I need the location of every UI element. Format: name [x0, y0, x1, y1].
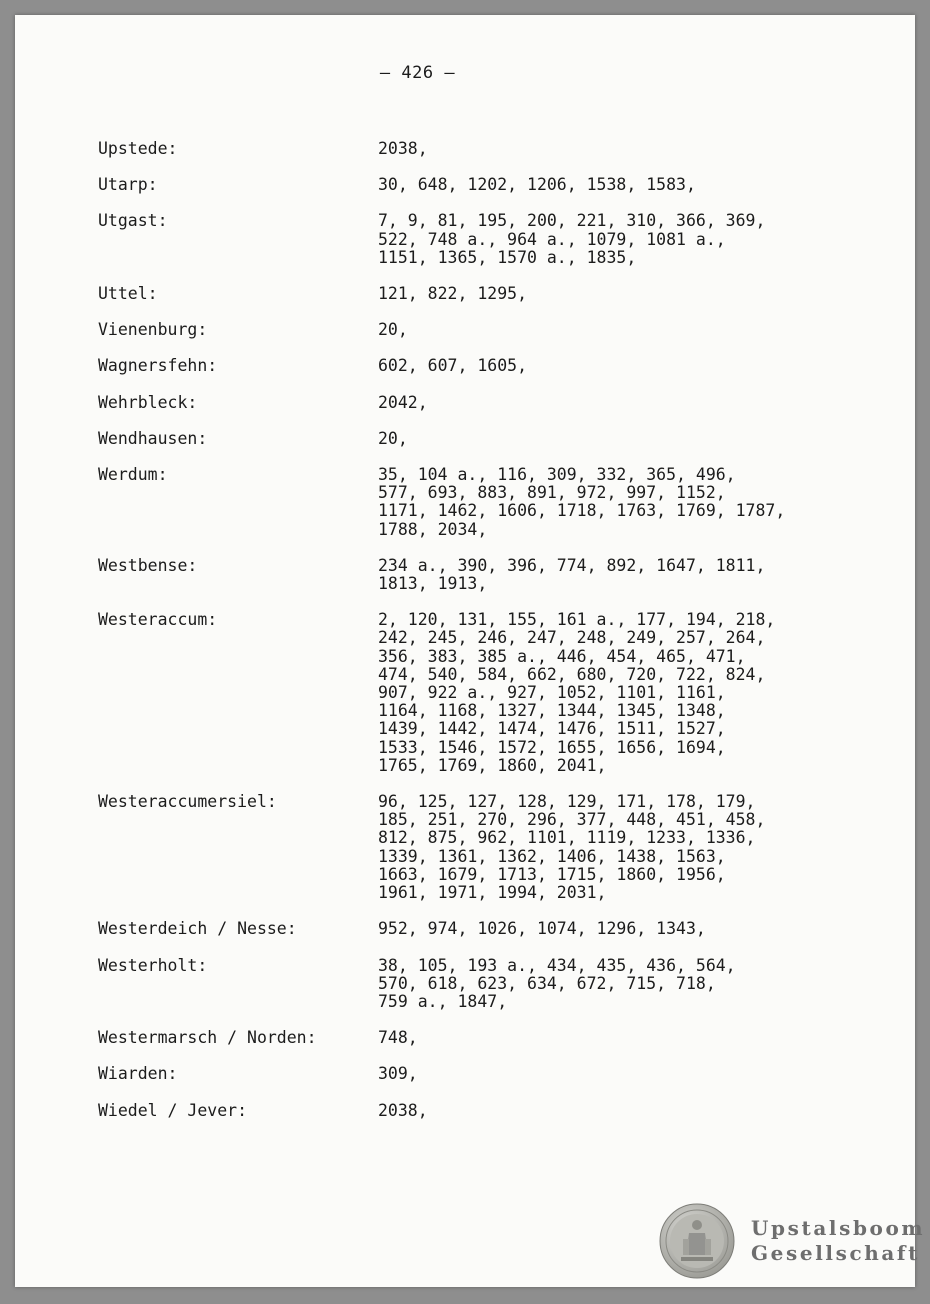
reference-numbers: 2038,	[378, 1100, 428, 1120]
document-page	[15, 15, 926, 1287]
place-name: Vienenburg:	[98, 320, 208, 340]
reference-numbers: 309,	[378, 1064, 418, 1084]
seal-icon	[659, 1203, 735, 1279]
reference-numbers: 2, 120, 131, 155, 161 a., 177, 194, 218, 242, 245, 246, 247, 248, 249, 257, 264, 356, 383, 385 a., 446, 454, 465, 471, 474, 540, 584, 662, 680, 720, 722, 824, 907, 922 a., 927, 1052, 1101, 1161, 1164, 1168, 1327, 1344, 1345, 1348, 1439, 1442, 1474, 1476, 1511, 1527, 1533, 1546, 1572, 1655, 1656, 1694, 1765, 1769, 1860, 2041,	[378, 610, 776, 775]
place-name: Westermarsch / Norden:	[98, 1028, 317, 1048]
reference-numbers: 2038,	[378, 139, 428, 158]
upstalsboom-logo	[659, 1203, 925, 1279]
place-name: Westerdeich / Nesse:	[98, 919, 297, 939]
reference-numbers: 7, 9, 81, 195, 200, 221, 310, 366, 369, 522, 748 a., 964 a., 1079, 1081 a., 1151, 1365, 1570 a., 1835,	[378, 211, 766, 267]
reference-numbers: 952, 974, 1026, 1074, 1296, 1343,	[378, 919, 706, 939]
place-name: Wagnersfehn:	[98, 356, 218, 376]
place-name: Upstede:	[98, 139, 178, 158]
index-entry	[98, 793, 858, 902]
place-name: Wehrbleck:	[98, 392, 198, 412]
logo-wordmark	[751, 1216, 925, 1266]
reference-numbers: 2042,	[378, 392, 428, 412]
index-entry	[98, 212, 858, 267]
reference-numbers: 35, 104 a., 116, 309, 332, 365, 496, 577, 693, 883, 891, 972, 997, 1152, 1171, 1462, 1606, 1718, 1763, 1769, 1787, 1788, 2034,	[378, 465, 786, 539]
reference-numbers: 38, 105, 193 a., 434, 435, 436, 564, 570, 618, 623, 634, 672, 715, 718, 759 a., 1847,	[378, 955, 736, 1011]
place-index	[98, 140, 858, 1138]
index-entry	[98, 176, 858, 194]
place-name: Westeraccumersiel:	[98, 792, 277, 812]
place-name: Wiedel / Jever:	[98, 1100, 248, 1120]
reference-numbers: 30, 648, 1202, 1206, 1538, 1583,	[378, 175, 696, 195]
index-entry	[98, 285, 858, 303]
index-entry	[98, 321, 858, 339]
place-name: Utgast:	[98, 211, 168, 231]
place-name: Wendhausen:	[98, 428, 208, 448]
reference-numbers: 602, 607, 1605,	[378, 356, 528, 376]
index-entry	[98, 1102, 858, 1120]
index-entry	[98, 140, 858, 158]
index-entry	[98, 957, 858, 1012]
place-name: Utarp:	[98, 175, 158, 195]
index-entry	[98, 1029, 858, 1047]
logo-line-1: Upstalsboom	[751, 1216, 926, 1240]
place-name: Westerholt:	[98, 955, 208, 975]
reference-numbers: 121, 822, 1295,	[378, 284, 528, 304]
logo-line-2: Gesellschaft	[751, 1241, 920, 1265]
index-entry	[98, 466, 858, 539]
reference-numbers: 20,	[378, 428, 408, 448]
place-name: Uttel:	[98, 284, 158, 304]
reference-numbers: 20,	[378, 320, 408, 340]
index-entry	[98, 430, 858, 448]
place-name: Westeraccum:	[98, 610, 218, 630]
reference-numbers: 234 a., 390, 396, 774, 892, 1647, 1811, 1813, 1913,	[378, 555, 766, 594]
index-entry	[98, 394, 858, 412]
page-number: – 426 –	[379, 63, 456, 83]
index-entry	[98, 611, 858, 775]
place-name: Werdum:	[98, 465, 168, 485]
place-name: Westbense:	[98, 555, 198, 575]
index-entry	[98, 1065, 858, 1083]
reference-numbers: 748,	[378, 1028, 418, 1048]
reference-numbers: 96, 125, 127, 128, 129, 171, 178, 179, 185, 251, 270, 296, 377, 448, 451, 458, 812, 875, 962, 1101, 1119, 1233, 1336, 1339, 1361, 1362, 1406, 1438, 1563, 1663, 1679, 1713, 1715, 1860, 1956, 1961, 1971, 1994, 2031,	[378, 792, 766, 903]
index-entry	[98, 920, 858, 938]
index-entry	[98, 557, 858, 593]
index-entry	[98, 357, 858, 375]
place-name: Wiarden:	[98, 1064, 178, 1084]
